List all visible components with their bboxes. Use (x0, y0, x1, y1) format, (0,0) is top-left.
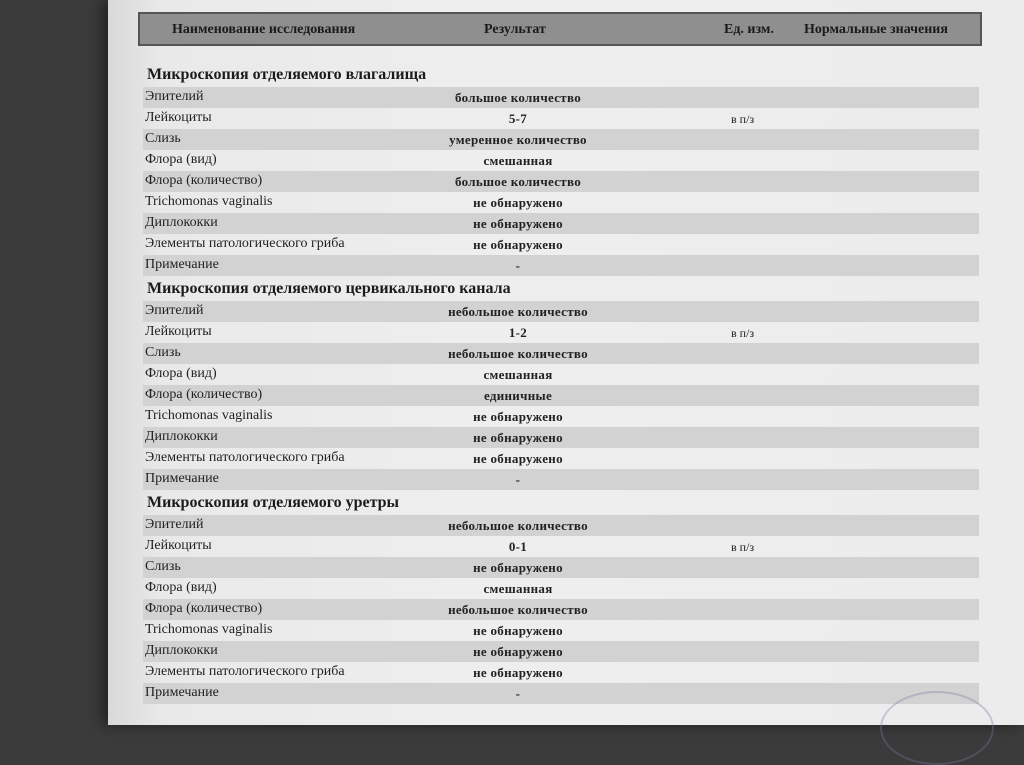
row-name: Trichomonas vaginalis (145, 622, 273, 637)
row-result: - (515, 472, 521, 487)
row-result: единичные (483, 388, 553, 403)
row-name: Эпителий (145, 303, 204, 318)
section (143, 276, 979, 490)
row-result: не обнаружено (473, 623, 563, 638)
row-unit: в п/з (731, 112, 755, 126)
row-result: не обнаружено (473, 665, 563, 680)
row-name: Эпителий (145, 89, 204, 104)
row-name: Trichomonas vaginalis (145, 408, 273, 423)
header-result: Результат (484, 22, 546, 37)
row-result: не обнаружено (473, 195, 563, 210)
table-row (143, 515, 979, 536)
table-row (143, 469, 979, 490)
row-name: Флора (вид) (145, 152, 217, 167)
table-row (143, 683, 979, 704)
table-row (143, 192, 979, 213)
section (143, 62, 979, 276)
row-result: 1-2 (508, 325, 528, 340)
row-name: Элементы патологического гриба (145, 664, 345, 679)
table-row (143, 448, 979, 469)
row-result: 0-1 (508, 539, 528, 554)
row-name: Флора (количество) (145, 173, 263, 188)
row-name: Слизь (145, 345, 181, 360)
section-title: Микроскопия отделяемого влагалища (147, 66, 427, 83)
row-name: Слизь (145, 559, 181, 574)
row-result: небольшое количество (448, 518, 588, 533)
table-row (143, 620, 979, 641)
report-page (108, 0, 1024, 725)
table-row (143, 662, 979, 683)
table-row (143, 427, 979, 448)
row-result: не обнаружено (473, 409, 563, 424)
table-row (143, 150, 979, 171)
table-row (143, 599, 979, 620)
row-result: не обнаружено (473, 430, 563, 445)
row-unit: в п/з (731, 326, 755, 340)
section (143, 490, 979, 704)
row-name: Лейкоциты (145, 538, 212, 553)
row-result: 5-7 (508, 111, 528, 126)
header-norm: Нормальные значения (804, 22, 948, 37)
table-row (143, 255, 979, 276)
table-row (143, 343, 979, 364)
row-result: не обнаружено (473, 237, 563, 252)
row-result: не обнаружено (473, 560, 563, 575)
row-unit: в п/з (731, 540, 755, 554)
row-name: Лейкоциты (145, 110, 212, 125)
table-row (143, 171, 979, 192)
table-row (143, 322, 979, 343)
row-result: смешанная (483, 581, 553, 596)
row-result: умеренное количество (449, 132, 587, 147)
row-name: Элементы патологического гриба (145, 236, 345, 251)
table-row (143, 108, 979, 129)
row-result: небольшое количество (448, 304, 588, 319)
section-title: Микроскопия отделяемого уретры (147, 494, 400, 511)
table-row (143, 536, 979, 557)
row-name: Флора (количество) (145, 601, 263, 616)
row-name: Примечание (145, 257, 219, 272)
table-row (143, 557, 979, 578)
table-row (143, 578, 979, 599)
row-result: не обнаружено (473, 644, 563, 659)
table-row (143, 364, 979, 385)
header-name: Наименование исследования (172, 22, 356, 37)
row-name: Флора (количество) (145, 387, 263, 402)
row-result: небольшое количество (448, 346, 588, 361)
row-name: Диплококки (145, 429, 218, 444)
row-name: Флора (вид) (145, 366, 217, 381)
section-title: Микроскопия отделяемого цервикального канала (147, 280, 511, 297)
row-name: Примечание (145, 471, 219, 486)
table-header (138, 12, 982, 46)
row-name: Слизь (145, 131, 181, 146)
row-result: не обнаружено (473, 216, 563, 231)
table-row (143, 234, 979, 255)
header-unit: Ед. изм. (724, 22, 774, 37)
row-name: Флора (вид) (145, 580, 217, 595)
results-table (143, 62, 979, 704)
row-name: Trichomonas vaginalis (145, 194, 273, 209)
table-row (143, 385, 979, 406)
row-result: большое количество (455, 90, 581, 105)
row-result: смешанная (483, 367, 553, 382)
row-name: Элементы патологического гриба (145, 450, 345, 465)
table-row (143, 213, 979, 234)
table-row (143, 87, 979, 108)
row-name: Эпителий (145, 517, 204, 532)
row-result: небольшое количество (448, 602, 588, 617)
row-result: большое количество (455, 174, 581, 189)
table-row (143, 129, 979, 150)
table-row (143, 641, 979, 662)
row-result: - (515, 258, 521, 273)
row-name: Примечание (145, 685, 219, 700)
stamp-mark (880, 691, 994, 765)
table-row (143, 301, 979, 322)
row-result: смешанная (483, 153, 553, 168)
row-result: не обнаружено (473, 451, 563, 466)
table-row (143, 406, 979, 427)
row-name: Диплококки (145, 215, 218, 230)
row-name: Диплококки (145, 643, 218, 658)
row-name: Лейкоциты (145, 324, 212, 339)
row-result: - (515, 686, 521, 701)
